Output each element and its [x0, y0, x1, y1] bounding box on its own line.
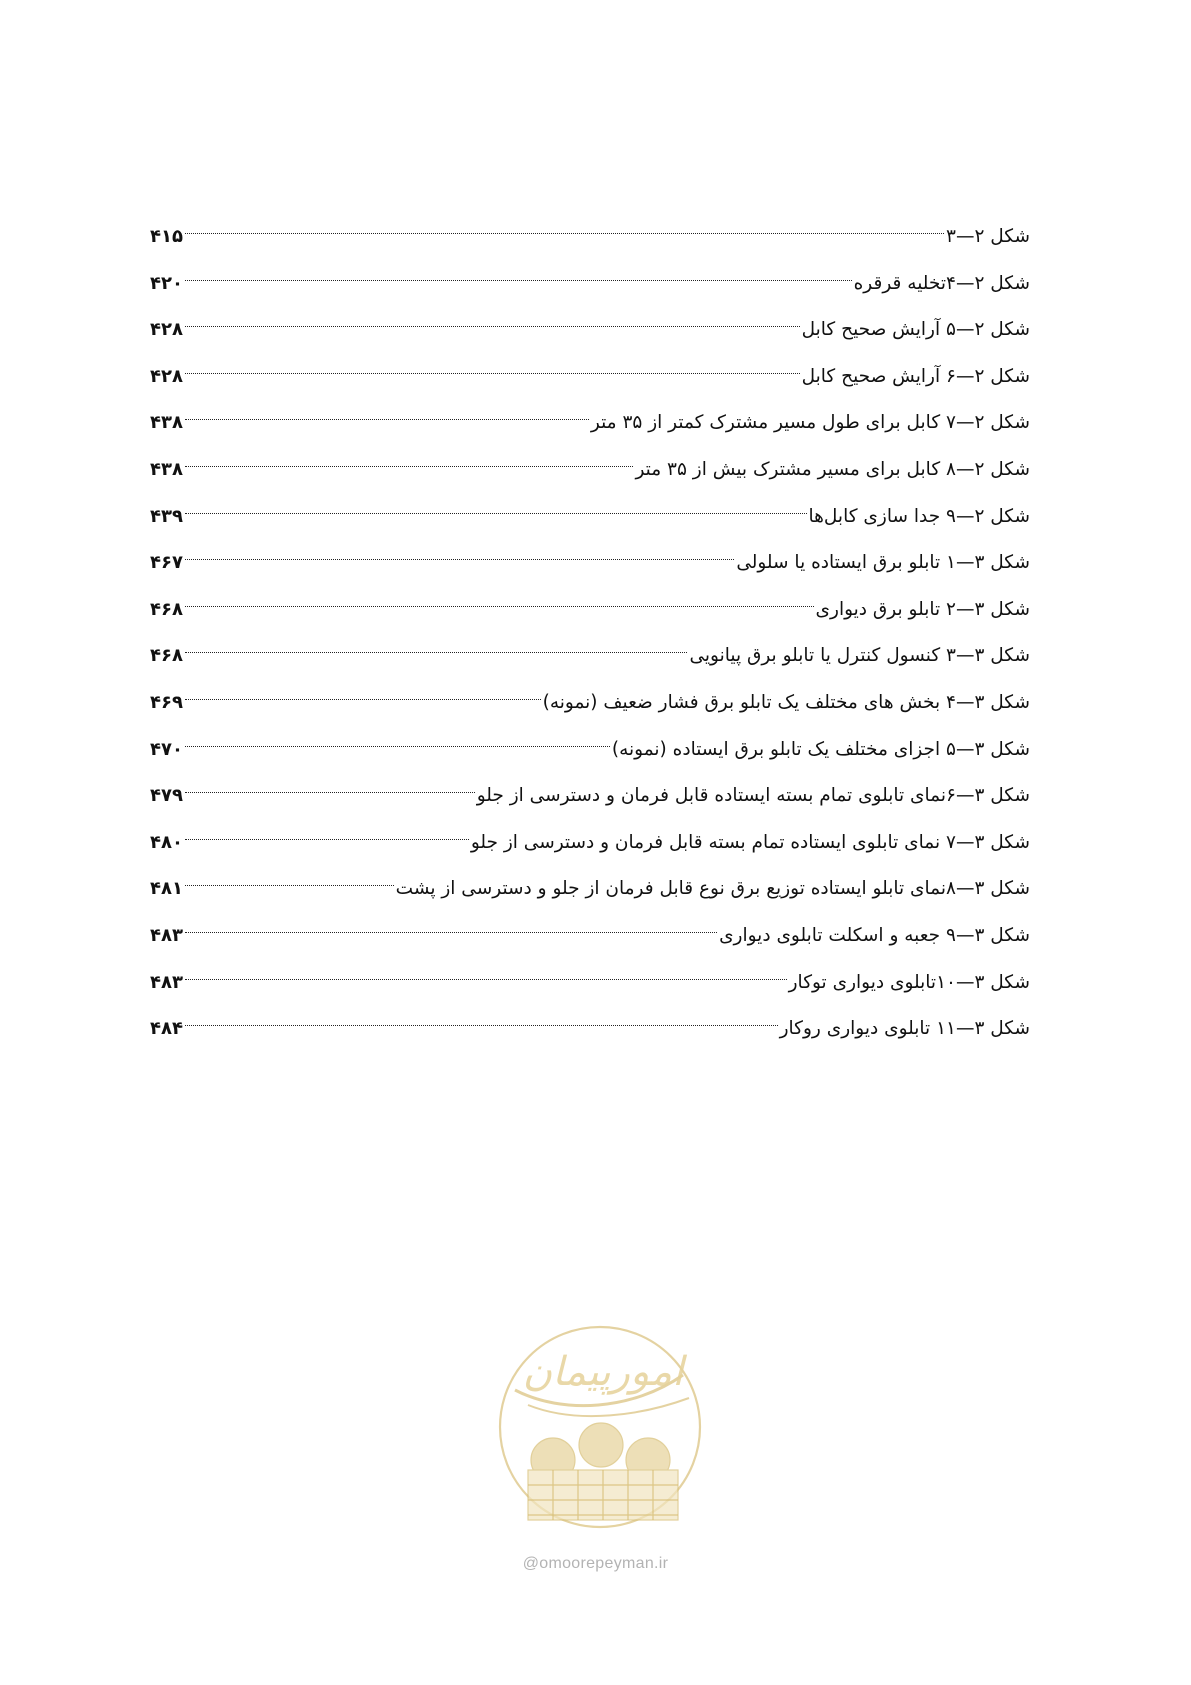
dot-leader	[185, 559, 734, 560]
dot-leader	[185, 513, 807, 514]
toc-entry[interactable]	[150, 913, 1030, 960]
toc-entry[interactable]	[150, 540, 1030, 587]
toc-entry[interactable]	[150, 680, 1030, 727]
dot-leader	[185, 280, 852, 281]
toc-entry-label: شکل ۲—۷ کابل برای طول مسیر مشترک کمتر از ۳۵ متر	[590, 412, 1030, 434]
toc-entry-page-number: ۴۲۰	[150, 272, 183, 294]
toc-entry-page-number: ۴۲۸	[150, 319, 183, 341]
logo-script-text: امورپیمان	[522, 1349, 684, 1395]
toc-entry-page-number: ۴۷۹	[150, 785, 183, 807]
toc-entry[interactable]	[150, 820, 1030, 867]
toc-entry[interactable]	[150, 447, 1030, 494]
toc-entry-page-number: ۴۳۹	[150, 505, 183, 527]
toc-entry-page-number: ۴۱۵	[150, 226, 183, 247]
dot-leader	[185, 1025, 778, 1026]
toc-entry-label: شکل ۳—۴ بخش های مختلف یک تابلو برق فشار ضعیف (نمونه)	[542, 691, 1030, 713]
toc-entry-label: شکل ۲—۴تخلیه قرقره	[853, 272, 1030, 294]
toc-entry-page-number: ۴۶۹	[150, 691, 183, 713]
dot-leader	[185, 606, 814, 607]
toc-entry-page-number: ۴۸۳	[150, 971, 183, 993]
toc-entry-label: شکل ۲—۹ جدا سازی کابل‌ها	[808, 505, 1030, 527]
dot-leader	[185, 746, 610, 747]
toc-entry-label: شکل ۲—۳	[946, 226, 1030, 247]
toc-entry-page-number: ۴۲۸	[150, 365, 183, 387]
toc-entry-page-number: ۴۶۸	[150, 598, 183, 620]
toc-entry[interactable]	[150, 587, 1030, 634]
toc-entry-label: شکل ۳—۱۱ تابلوی دیواری روکار	[779, 1018, 1030, 1040]
dot-leader	[185, 792, 475, 793]
toc-entry-label: شکل ۲—۵ آرایش صحیح کابل	[801, 319, 1030, 341]
dot-leader	[185, 233, 944, 234]
toc-entry-page-number: ۴۳۸	[150, 412, 183, 434]
toc-entry-page-number: ۴۸۱	[150, 878, 183, 900]
toc-entry-page-number: ۴۶۸	[150, 645, 183, 667]
toc-entry[interactable]	[150, 307, 1030, 354]
toc-entry-label: شکل ۲—۸ کابل برای مسیر مشترک بیش از ۳۵ متر	[635, 458, 1030, 480]
toc-entry-label: شکل ۳—۳ کنسول کنترل یا تابلو برق پیانویی	[689, 645, 1030, 667]
dot-leader	[185, 699, 541, 700]
toc-entry-page-number: ۴۸۰	[150, 831, 183, 853]
toc-entry[interactable]	[150, 773, 1030, 820]
toc-entry-label: شکل ۳—۷ نمای تابلوی ایستاده تمام بسته قابل فرمان و دسترسی از جلو	[470, 831, 1030, 853]
dot-leader	[185, 419, 589, 420]
dot-leader	[185, 885, 394, 886]
toc-entry[interactable]	[150, 214, 1030, 261]
toc-entry-label: شکل ۳—۹ جعبه و اسکلت تابلوی دیواری	[719, 924, 1030, 946]
toc-entry[interactable]	[150, 866, 1030, 913]
toc-entry-label: شکل ۳—۵ اجزای مختلف یک تابلو برق ایستاده (نمونه)	[611, 738, 1030, 760]
toc-entry[interactable]	[150, 354, 1030, 401]
toc-entry-label: شکل ۳—۲ تابلو برق دیواری	[815, 598, 1030, 620]
dot-leader	[185, 839, 469, 840]
toc-entry-label: شکل ۲—۶ آرایش صحیح کابل	[801, 365, 1030, 387]
dot-leader	[185, 652, 687, 653]
toc-entry[interactable]	[150, 633, 1030, 680]
toc-entry-page-number: ۴۶۷	[150, 552, 183, 574]
toc-entry[interactable]	[150, 494, 1030, 541]
toc-entry-label: شکل ۳—۶نمای تابلوی تمام بسته ایستاده قابل فرمان و دسترسی از جلو	[476, 785, 1030, 807]
toc-entry[interactable]	[150, 727, 1030, 774]
toc-entry-page-number: ۴۸۳	[150, 924, 183, 946]
toc-entry-page-number: ۴۷۰	[150, 738, 183, 760]
dot-leader	[185, 932, 717, 933]
omoorepeyman-logo-watermark	[493, 1320, 708, 1585]
toc-entry[interactable]	[150, 261, 1030, 308]
dot-leader	[185, 979, 787, 980]
dot-leader	[185, 326, 800, 327]
figure-index-list	[150, 214, 1030, 1053]
toc-entry-page-number: ۴۸۴	[150, 1018, 183, 1040]
toc-entry-label: شکل ۳—۸نمای تابلو ایستاده توزیع برق نوع قابل فرمان از جلو و دسترسی از پشت	[395, 878, 1030, 900]
toc-entry-page-number: ۴۳۸	[150, 458, 183, 480]
toc-entry[interactable]	[150, 400, 1030, 447]
toc-entry-label: شکل ۳—۱۰تابلوی دیواری توکار	[788, 971, 1030, 993]
toc-entry[interactable]	[150, 960, 1030, 1007]
dot-leader	[185, 466, 633, 467]
watermark-url: @omoorepeyman.ir	[522, 1555, 669, 1572]
toc-entry-label: شکل ۳—۱ تابلو برق ایستاده یا سلولی	[736, 552, 1030, 574]
toc-entry[interactable]	[150, 1006, 1030, 1053]
dot-leader	[185, 373, 800, 374]
